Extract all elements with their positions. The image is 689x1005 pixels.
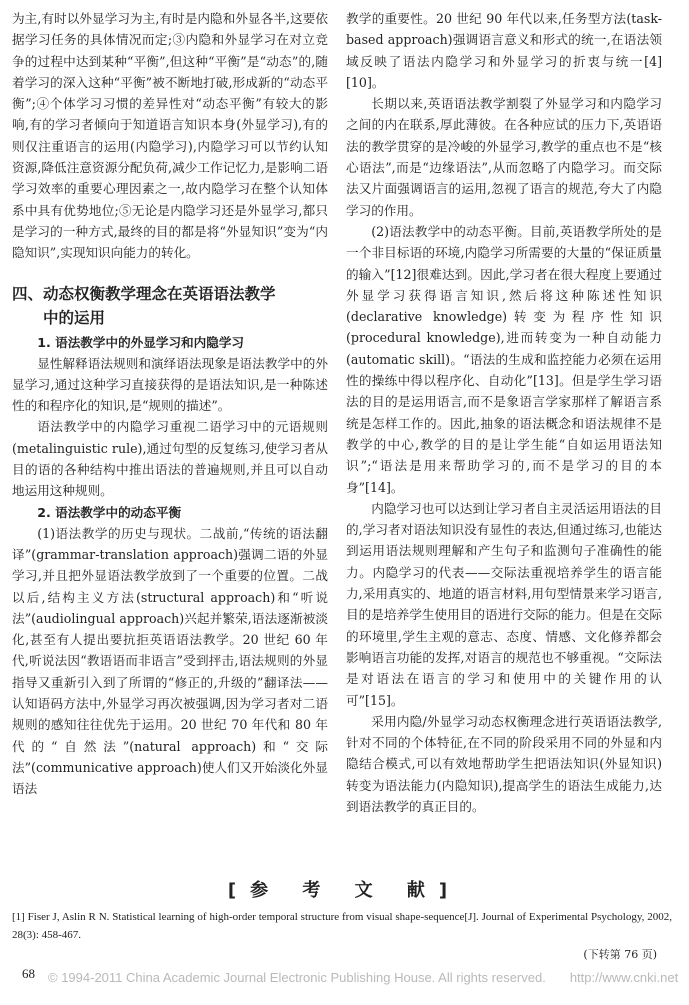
reference-1: [1] Fiser J, Aslin R N. Statistical learning of high-order temporal structure from visual shape-sequence[J]. Journal of Experimental Psychology, 2002, 28(3): 458-467. <box>12 911 672 941</box>
section-4-title <box>12 282 328 330</box>
copyright-watermark <box>48 970 678 985</box>
section-4-title-line-1: 四、动态权衡教学理念在英语语法教学 <box>12 284 276 303</box>
left-paragraph-4: (1)语法教学的历史与现状。二战前,“传统的语法翻译”(grammar-translation approach)强调二语的外显学习,并且把外显语法教学放到了一个重要的位置。二战以后,结构主义方法(structural approach)和“听说法”(audiolingual approach)兴起并繁荣,语法逐渐被淡化,甚至有人提出要抗拒英语语法教学。20 世纪 60 年代,听说法因“教语语而非语言”受到抨击,语法规则的外显指导又重新引入到了所谓的“修正的,升级的”翻译法——认知语码方法中,外显学习再次被强调,因为学习者对二语规则的感知往往优先于运用。20 世纪 70 年代和 80 年代的“自然法”(natural approach)和“交际法”(communicative approach)使人们又开始淡化外显语法 <box>12 525 328 797</box>
cnki-url: http://www.cnki.net <box>569 970 679 985</box>
right-column <box>346 8 662 817</box>
left-paragraph-2: 显性解释语法规则和演绎语法现象是语法教学中的外显学习,通过这种学习直接获得的是语法知识,是一种陈述性的和程序化的知识,是“规则的描述”。 <box>12 355 328 414</box>
right-paragraph-3: (2)语法教学中的动态平衡。目前,英语教学所处的是一个非目标语的环境,内隐学习所需要的大量的“保证质量的输入”[12]很难达到。因此,学习者在很大程度上要通过外显学习获得语言知识,然后将这种陈述性知识(declarative knowledge)转变为程序性知识(procedural knowledge),进而转变为一种自动能力(automatic skill)。“语法的生成和监控能力必须在运用性的操练中得以程序化、自动化”[13]。但是学生学习语法的目的是运用语言,而不是象语言学家那样了解语言系统是怎样工作的。因此,抽象的语法概念和语法规律不是教学的中心,教学的目的是让学生能“自如运用语法知识”;“语法是用来帮助学习的,而不是学习的目的本身”[14]。 <box>346 223 662 495</box>
right-paragraph-2: 长期以来,英语语法教学割裂了外显学习和内隐学习之间的内在联系,厚此薄彼。在各种应试的压力下,英语语法的教学贯穿的是冷峻的外显学习,教学的重点也不是“核心语法”,而是“边缘语法”,从而忽略了内隐学习。而交际法又片面强调语言的运用,忽视了语言的规范,夸大了内隐学习的作用。 <box>346 96 662 218</box>
left-paragraph-1: 为主,有时以外显学习为主,有时是内隐和外显各半,这要依据学习任务的具体情况而定;③内隐和外显学习在对立竞争的过程中达到某种“平衡”,但这种“平衡”是“动态”的,随着学习的深入这种“平衡”被不断地打破,形成新的“动态平衡”;④个体学习习惯的差异性对“动态平衡”有较大的影响,有的学习者倾向于知道语言知识本身(外显学习),有的则仅注重语言的运用(内隐学习),内隐学习可以节约认知资源,降低注意资源分配负荷,减少工作记忆力,是影响二语学习效率的重要心理因素之一,故内隐学习在整个认知体系中具有优势地位;⑤无论是内隐学习还是外显学习,都只是学习的一种方式,最终的目的都是将“外显知识”变为“内隐知识”,实现知识向能力的转化。 <box>12 11 328 261</box>
page-number: 68 <box>22 966 35 981</box>
left-paragraph-3: 语法教学中的内隐学习重视二语学习中的元语规则(metalinguistic rule),通过句型的反复练习,使学习者从目的语的各种结构中推出语法的普遍规则,并且可以自动地运用这种规则。 <box>12 419 328 499</box>
section-4-title-line-2: 中的运用 <box>43 308 106 327</box>
copyright-text: © 1994-2011 China Academic Journal Electronic Publishing House. All rights reserved. <box>48 970 546 985</box>
subsection-1-title: 1. 语法教学中的外显学习和内隐学习 <box>37 334 245 350</box>
right-paragraph-5: 采用内隐/外显学习动态权衡理念进行英语语法教学,针对不同的个体特征,在不同的阶段采用不同的外显和内隐结合模式,可以有效地帮助学生把语法知识(外显知识)转变为语法能力(内隐知识),提高学生的语法生成能力,达到语法教学的真正目的。 <box>346 713 662 814</box>
right-paragraph-4: 内隐学习也可以达到让学习者自主灵活运用语法的目的,学习者对语法知识没有显性的表达,但通过练习,也能达到运用语法规则理解和产生句子和监测句子准确性的能力。内隐学习的代表——交际法重视培养学生的语言能力,采用真实的、地道的语言材料,用句型情景来学习语言,目的是培养学生使用目的语进行交际的能力。但是在交际的环境里,学生主观的意志、态度、情感、文化修养都会影响语言功能的发挥,对语言的规范也不够重视。“交际法是对语法在语言的学习和使用中的关键作用的认可”[15]。 <box>346 500 662 708</box>
right-paragraph-1: 教学的重要性。20 世纪 90 年代以来,任务型方法(task-based approach)强调语言意义和形式的统一,在语法领域反映了语法内隐学习和外显学习的折衷与统一[4][10]。 <box>346 11 662 90</box>
left-column <box>12 8 328 800</box>
subsection-2-title: 2. 语法教学中的动态平衡 <box>37 504 182 520</box>
references-heading: [参 考 文 献] <box>227 880 462 901</box>
continued-note: (下转第 76 页) <box>583 948 657 961</box>
